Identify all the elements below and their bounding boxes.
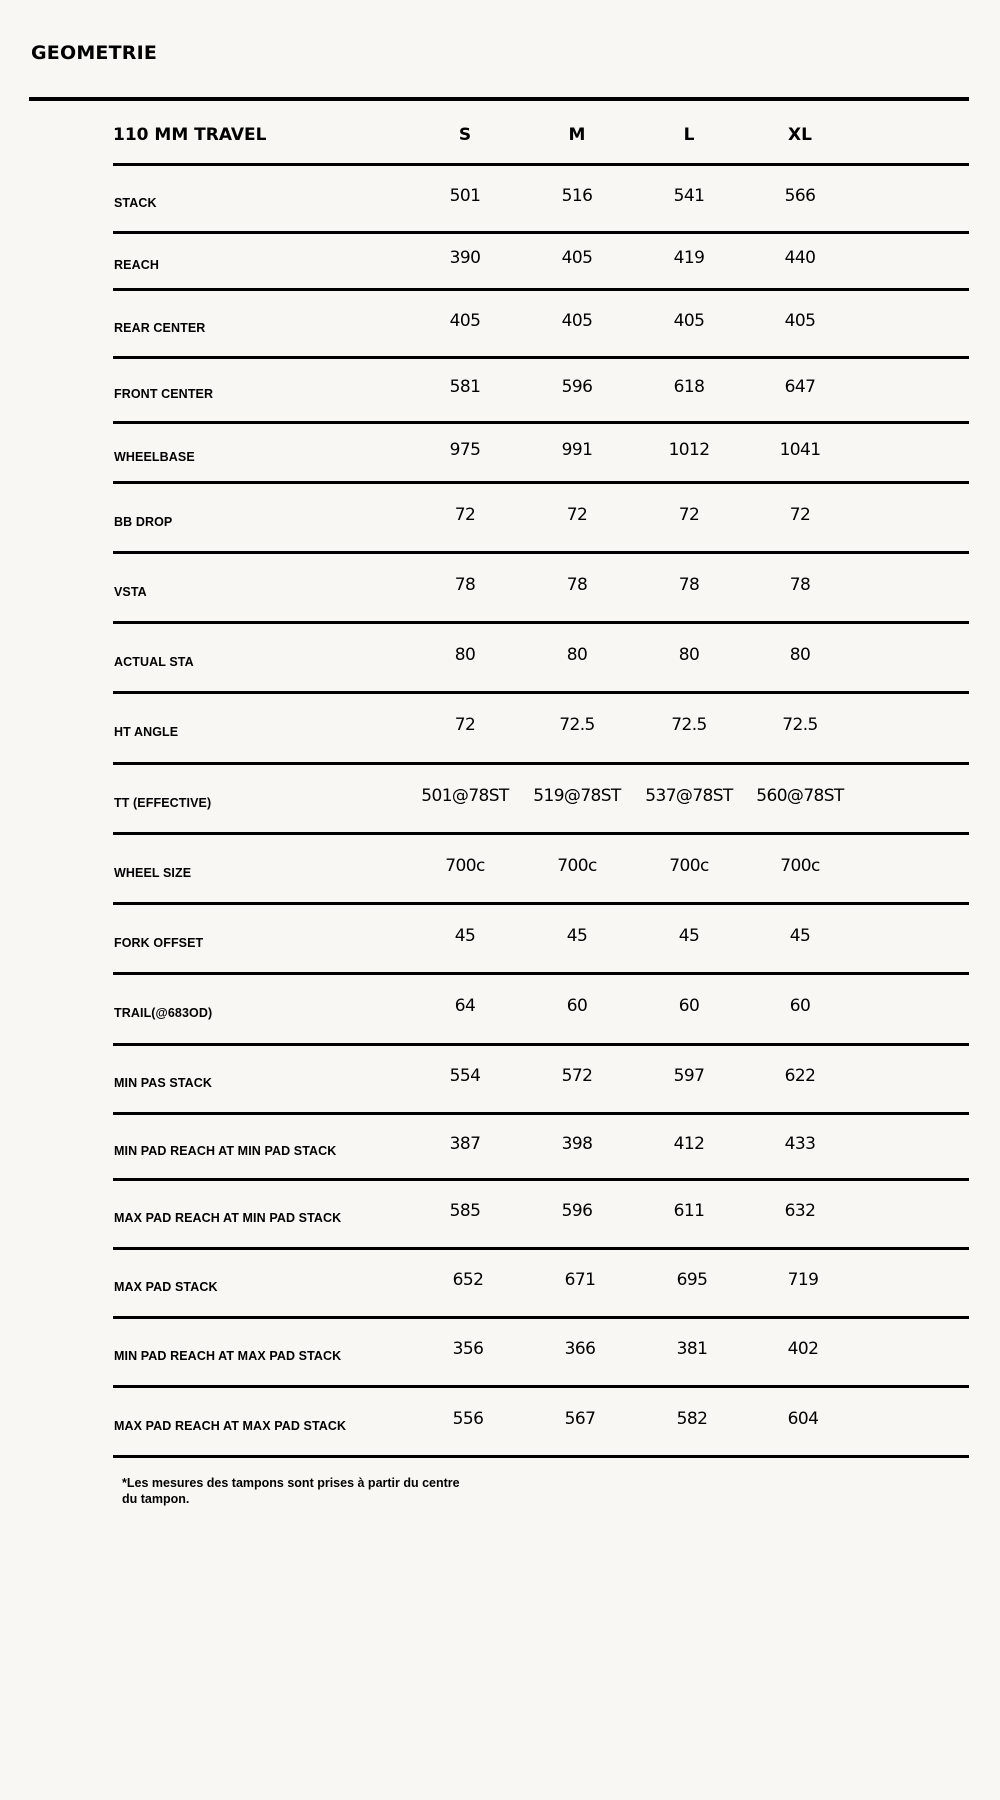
cell-m: 366 — [564, 1339, 596, 1359]
cell-m: 596 — [561, 1201, 593, 1221]
row-label: ACTUAL STA — [114, 655, 194, 669]
cell-s: 72 — [454, 505, 476, 525]
cell-l: 60 — [678, 996, 700, 1016]
cell-xl: 700c — [780, 856, 820, 876]
size-header-s: S — [458, 125, 472, 145]
cell-s: 585 — [449, 1201, 481, 1221]
cell-xl: 433 — [784, 1134, 816, 1154]
row-label: FORK OFFSET — [114, 936, 204, 950]
cell-l: 45 — [678, 926, 700, 946]
table-row — [113, 905, 969, 975]
row-label: REACH — [114, 258, 159, 272]
cell-xl: 560@78ST — [756, 786, 844, 806]
cell-xl: 622 — [784, 1066, 816, 1086]
cell-xl: 80 — [789, 645, 811, 665]
row-label: TRAIL(@683OD) — [114, 1006, 213, 1020]
cell-s: 405 — [449, 311, 481, 331]
cell-m: 72 — [566, 505, 588, 525]
cell-xl: 405 — [784, 311, 816, 331]
cell-s: 72 — [454, 715, 476, 735]
cell-l: 80 — [678, 645, 700, 665]
cell-l: 412 — [673, 1134, 705, 1154]
cell-m: 567 — [564, 1409, 596, 1429]
row-label: TT (EFFECTIVE) — [114, 796, 212, 810]
row-label: HT ANGLE — [114, 725, 179, 739]
cell-m: 398 — [561, 1134, 593, 1154]
table-row — [113, 624, 969, 694]
cell-xl: 402 — [787, 1339, 819, 1359]
footnote: *Les mesures des tampons sont prises à partir du centre du tampon. — [122, 1476, 460, 1506]
cell-l: 72.5 — [671, 715, 707, 735]
cell-s: 501 — [449, 186, 481, 206]
cell-l: 597 — [673, 1066, 705, 1086]
cell-s: 700c — [445, 856, 485, 876]
cell-s: 356 — [452, 1339, 484, 1359]
cell-s: 45 — [454, 926, 476, 946]
table-row — [113, 1046, 969, 1115]
cell-xl: 60 — [789, 996, 811, 1016]
table-row — [113, 359, 969, 424]
table-row — [113, 484, 969, 554]
cell-s: 390 — [449, 248, 481, 268]
cell-s: 78 — [454, 575, 476, 595]
cell-s: 581 — [449, 377, 481, 397]
cell-xl: 647 — [784, 377, 816, 397]
table-header-row — [113, 101, 969, 166]
table-body — [113, 166, 969, 1458]
row-label: STACK — [114, 196, 157, 210]
cell-m: 60 — [566, 996, 588, 1016]
cell-s: 80 — [454, 645, 476, 665]
cell-xl: 566 — [784, 186, 816, 206]
cell-l: 1012 — [668, 440, 710, 460]
table-row — [113, 424, 969, 484]
cell-l: 541 — [673, 186, 705, 206]
table-row — [113, 835, 969, 905]
cell-s: 554 — [449, 1066, 481, 1086]
row-label: WHEEL SIZE — [114, 866, 192, 880]
cell-l: 405 — [673, 311, 705, 331]
size-header-m: M — [568, 125, 586, 145]
size-header-l: L — [683, 125, 695, 145]
table-row — [113, 694, 969, 765]
cell-xl: 632 — [784, 1201, 816, 1221]
cell-s: 652 — [452, 1270, 484, 1290]
cell-l: 582 — [676, 1409, 708, 1429]
cell-m: 45 — [566, 926, 588, 946]
row-label: MIN PAD REACH AT MAX PAD STACK — [114, 1349, 342, 1363]
table-row — [113, 1115, 969, 1181]
cell-s: 556 — [452, 1409, 484, 1429]
cell-xl: 719 — [787, 1270, 819, 1290]
table-row — [113, 234, 969, 291]
table-row — [113, 1181, 969, 1250]
cell-m: 991 — [561, 440, 593, 460]
cell-l: 695 — [676, 1270, 708, 1290]
table-row — [113, 166, 969, 234]
cell-m: 572 — [561, 1066, 593, 1086]
row-label: WHEELBASE — [114, 450, 195, 464]
cell-m: 519@78ST — [533, 786, 621, 806]
table-row — [113, 1250, 969, 1319]
table-row — [113, 554, 969, 624]
row-label: MAX PAD STACK — [114, 1280, 218, 1294]
cell-l: 537@78ST — [645, 786, 733, 806]
row-label: VSTA — [114, 585, 147, 599]
table-row — [113, 1388, 969, 1458]
cell-s: 387 — [449, 1134, 481, 1154]
cell-m: 596 — [561, 377, 593, 397]
cell-m: 80 — [566, 645, 588, 665]
row-label: MIN PAD REACH AT MIN PAD STACK — [114, 1144, 337, 1158]
table-row — [113, 1319, 969, 1388]
cell-s: 975 — [449, 440, 481, 460]
row-label: FRONT CENTER — [114, 387, 214, 401]
cell-l: 381 — [676, 1339, 708, 1359]
cell-xl: 440 — [784, 248, 816, 268]
row-label: MIN PAS STACK — [114, 1076, 213, 1090]
cell-m: 405 — [561, 248, 593, 268]
cell-l: 700c — [669, 856, 709, 876]
cell-s: 501@78ST — [421, 786, 509, 806]
table-row — [113, 291, 969, 359]
table-title: 110 MM TRAVEL — [113, 125, 267, 145]
table-row — [113, 975, 969, 1046]
row-label: REAR CENTER — [114, 321, 206, 335]
cell-m: 78 — [566, 575, 588, 595]
cell-l: 78 — [678, 575, 700, 595]
cell-xl: 78 — [789, 575, 811, 595]
cell-l: 618 — [673, 377, 705, 397]
size-header-xl: XL — [788, 125, 812, 145]
cell-m: 72.5 — [559, 715, 595, 735]
table-row — [113, 765, 969, 835]
cell-m: 700c — [557, 856, 597, 876]
cell-m: 405 — [561, 311, 593, 331]
cell-xl: 72.5 — [782, 715, 818, 735]
cell-xl: 72 — [789, 505, 811, 525]
cell-l: 72 — [678, 505, 700, 525]
row-label: MAX PAD REACH AT MAX PAD STACK — [114, 1419, 347, 1433]
cell-l: 419 — [673, 248, 705, 268]
cell-xl: 604 — [787, 1409, 819, 1429]
row-label: BB DROP — [114, 515, 173, 529]
cell-xl: 45 — [789, 926, 811, 946]
cell-l: 611 — [673, 1201, 705, 1221]
cell-xl: 1041 — [779, 440, 821, 460]
geometry-table — [113, 101, 969, 1458]
row-label: MAX PAD REACH AT MIN PAD STACK — [114, 1211, 342, 1225]
cell-s: 64 — [454, 996, 476, 1016]
cell-m: 516 — [561, 186, 593, 206]
page-title: GEOMETRIE — [31, 42, 158, 64]
cell-m: 671 — [564, 1270, 596, 1290]
